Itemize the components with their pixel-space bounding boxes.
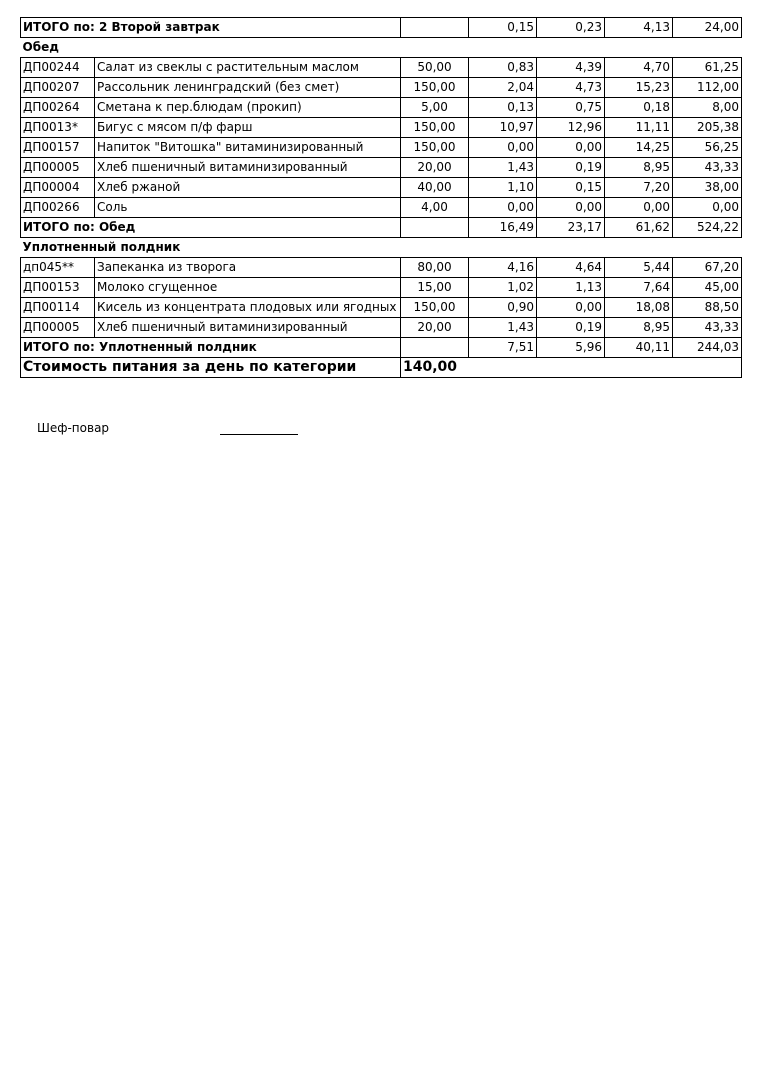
item-code: ДП00264: [21, 98, 95, 118]
item-weight: 150,00: [401, 138, 469, 158]
item-fat: 0,00: [537, 138, 605, 158]
item-protein: 4,16: [469, 258, 537, 278]
item-carbs: 11,11: [605, 118, 673, 138]
item-kcal: 88,50: [673, 298, 742, 318]
item-carbs: 0,00: [605, 198, 673, 218]
item-name: Бигус с мясом п/ф фарш: [95, 118, 401, 138]
total-value: 24,00: [673, 18, 742, 38]
item-weight: 40,00: [401, 178, 469, 198]
total-value: 0,23: [537, 18, 605, 38]
item-weight: 150,00: [401, 118, 469, 138]
total-value: 16,49: [469, 218, 537, 238]
item-fat: 4,64: [537, 258, 605, 278]
item-protein: 1,10: [469, 178, 537, 198]
item-code: ДП00005: [21, 158, 95, 178]
item-weight: 20,00: [401, 318, 469, 338]
total-row: [21, 18, 742, 38]
item-kcal: 0,00: [673, 198, 742, 218]
item-name: Хлеб ржаной: [95, 178, 401, 198]
item-name: Сметана к пер.блюдам (прокип): [95, 98, 401, 118]
item-protein: 0,00: [469, 198, 537, 218]
cost-row: [21, 358, 742, 378]
item-code: дп045**: [21, 258, 95, 278]
menu-item-row: [21, 58, 742, 78]
item-code: ДП00207: [21, 78, 95, 98]
item-protein: 2,04: [469, 78, 537, 98]
total-label: ИТОГО по: Уплотненный полдник: [21, 338, 401, 358]
item-name: Хлеб пшеничный витаминизированный: [95, 318, 401, 338]
item-carbs: 14,25: [605, 138, 673, 158]
item-carbs: 0,18: [605, 98, 673, 118]
menu-item-row: [21, 278, 742, 298]
item-name: Соль: [95, 198, 401, 218]
item-kcal: 45,00: [673, 278, 742, 298]
item-code: ДП00114: [21, 298, 95, 318]
section-header: [21, 238, 742, 258]
item-weight: 50,00: [401, 58, 469, 78]
total-value: 524,22: [673, 218, 742, 238]
total-row: [21, 218, 742, 238]
signature-line: [220, 434, 298, 435]
item-protein: 0,83: [469, 58, 537, 78]
item-protein: 1,43: [469, 158, 537, 178]
item-kcal: 56,25: [673, 138, 742, 158]
menu-item-row: [21, 98, 742, 118]
item-weight: 80,00: [401, 258, 469, 278]
item-kcal: 43,33: [673, 158, 742, 178]
item-protein: 0,90: [469, 298, 537, 318]
menu-item-row: [21, 118, 742, 138]
item-protein: 0,00: [469, 138, 537, 158]
item-code: ДП00004: [21, 178, 95, 198]
item-carbs: 18,08: [605, 298, 673, 318]
total-value: 0,15: [469, 18, 537, 38]
item-fat: 0,00: [537, 198, 605, 218]
total-value: 5,96: [537, 338, 605, 358]
item-protein: 0,13: [469, 98, 537, 118]
item-carbs: 7,64: [605, 278, 673, 298]
item-fat: 4,39: [537, 58, 605, 78]
item-kcal: 38,00: [673, 178, 742, 198]
menu-item-row: [21, 198, 742, 218]
item-name: Салат из свеклы с растительным маслом: [95, 58, 401, 78]
item-carbs: 7,20: [605, 178, 673, 198]
total-value: 40,11: [605, 338, 673, 358]
item-name: Напиток "Витошка" витаминизированный: [95, 138, 401, 158]
menu-item-row: [21, 318, 742, 338]
item-name: Хлеб пшеничный витаминизированный: [95, 158, 401, 178]
item-kcal: 8,00: [673, 98, 742, 118]
total-value: 244,03: [673, 338, 742, 358]
item-fat: 0,19: [537, 158, 605, 178]
item-kcal: 205,38: [673, 118, 742, 138]
item-code: ДП00005: [21, 318, 95, 338]
item-kcal: 61,25: [673, 58, 742, 78]
item-name: Кисель из концентрата плодовых или ягодных: [95, 298, 401, 318]
item-protein: 1,02: [469, 278, 537, 298]
total-value: 23,17: [537, 218, 605, 238]
item-protein: 10,97: [469, 118, 537, 138]
item-weight: 150,00: [401, 78, 469, 98]
item-fat: 4,73: [537, 78, 605, 98]
total-value: [401, 18, 469, 38]
menu-item-row: [21, 298, 742, 318]
menu-table: [20, 17, 742, 378]
chef-label: Шеф-повар: [37, 421, 110, 435]
menu-item-row: [21, 138, 742, 158]
menu-item-row: [21, 178, 742, 198]
item-carbs: 4,70: [605, 58, 673, 78]
total-label: ИТОГО по: Обед: [21, 218, 401, 238]
section-title: Обед: [22, 40, 59, 54]
item-name: Молоко сгущенное: [95, 278, 401, 298]
item-code: ДП0013*: [21, 118, 95, 138]
item-carbs: 8,95: [605, 158, 673, 178]
menu-item-row: [21, 158, 742, 178]
item-code: ДП00153: [21, 278, 95, 298]
item-weight: 4,00: [401, 198, 469, 218]
item-fat: 0,19: [537, 318, 605, 338]
item-fat: 0,15: [537, 178, 605, 198]
item-weight: 150,00: [401, 298, 469, 318]
item-fat: 0,75: [537, 98, 605, 118]
menu-item-row: [21, 78, 742, 98]
total-value: [401, 338, 469, 358]
item-code: ДП00244: [21, 58, 95, 78]
total-value: 4,13: [605, 18, 673, 38]
item-carbs: 8,95: [605, 318, 673, 338]
item-kcal: 67,20: [673, 258, 742, 278]
item-fat: 1,13: [537, 278, 605, 298]
cost-value: 140,00: [401, 358, 469, 378]
item-code: ДП00266: [21, 198, 95, 218]
item-kcal: 43,33: [673, 318, 742, 338]
section-header: [21, 38, 742, 58]
item-code: ДП00157: [21, 138, 95, 158]
item-name: Запеканка из творога: [95, 258, 401, 278]
item-protein: 1,43: [469, 318, 537, 338]
item-weight: 5,00: [401, 98, 469, 118]
item-name: Рассольник ленинградский (без смет): [95, 78, 401, 98]
menu-item-row: [21, 258, 742, 278]
cost-empty: [469, 358, 742, 378]
cost-label: Стоимость питания за день по категории: [21, 358, 401, 378]
item-carbs: 5,44: [605, 258, 673, 278]
total-label: ИТОГО по: 2 Второй завтрак: [21, 18, 401, 38]
section-title: Уплотненный полдник: [22, 240, 181, 254]
item-weight: 15,00: [401, 278, 469, 298]
total-value: [401, 218, 469, 238]
item-fat: 0,00: [537, 298, 605, 318]
item-carbs: 15,23: [605, 78, 673, 98]
item-kcal: 112,00: [673, 78, 742, 98]
total-row: [21, 338, 742, 358]
item-fat: 12,96: [537, 118, 605, 138]
item-weight: 20,00: [401, 158, 469, 178]
total-value: 7,51: [469, 338, 537, 358]
total-value: 61,62: [605, 218, 673, 238]
